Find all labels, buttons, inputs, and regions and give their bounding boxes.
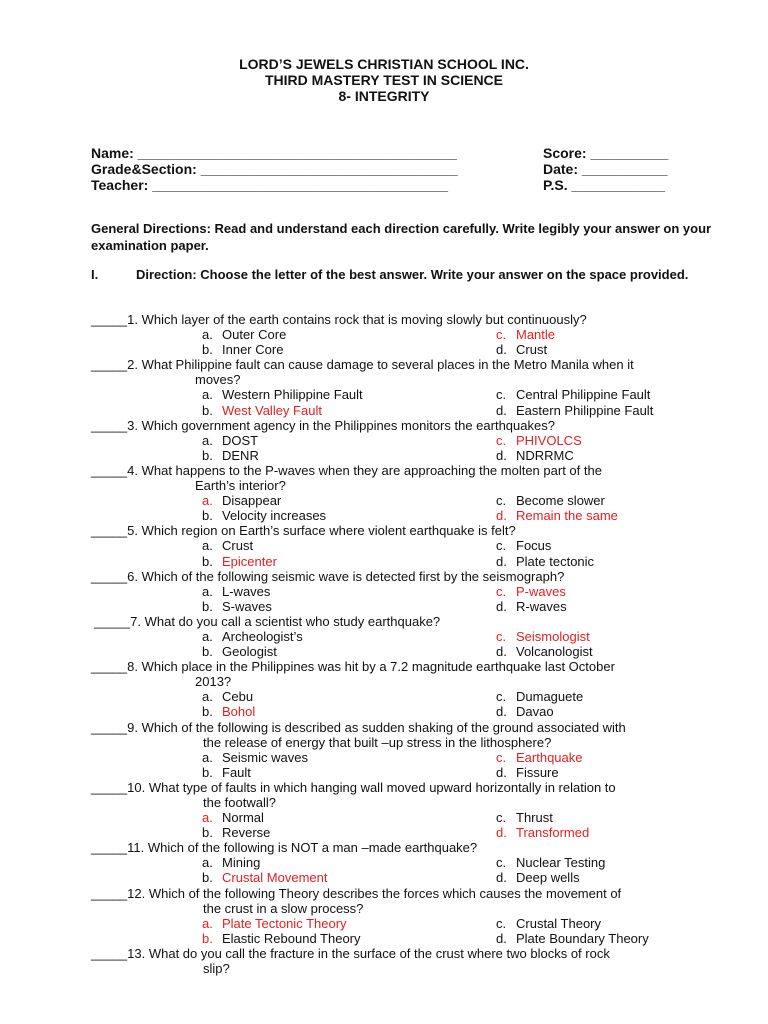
option-c: c. Thrust xyxy=(496,810,553,826)
question-text: _____7. What do you call a scientist who study earthquake? xyxy=(94,613,441,629)
question-text-continued: slip? xyxy=(203,961,230,977)
option-a: a. Archeologist’s xyxy=(202,628,303,644)
question-text-continued: the crust in a slow process? xyxy=(203,900,364,916)
question-text: _____5. Which region on Earth’s surface where violent earthquake is felt? xyxy=(91,523,516,539)
option-d: d. Crust xyxy=(496,342,548,358)
question-text: _____4. What happens to the P-waves when they are approaching the molten part of the xyxy=(91,462,602,478)
question-item xyxy=(91,780,731,840)
option-a: a. Outer Core xyxy=(202,327,287,343)
exam-header xyxy=(0,56,768,104)
question-text: _____2. What Philippine fault can cause damage to several places in the Metro Manila when it xyxy=(91,357,634,373)
option-a: a. L-waves xyxy=(202,583,271,599)
option-b: b. Velocity increases xyxy=(202,508,327,524)
grade-section-field: Grade&Section: _________________________________ xyxy=(91,161,458,177)
option-c-answer: c. PHIVOLCS xyxy=(496,432,582,448)
question-item xyxy=(91,659,731,719)
question-item xyxy=(91,886,731,946)
question-text-continued: moves? xyxy=(195,372,241,388)
question-item xyxy=(91,357,731,417)
option-a: a. DOST xyxy=(202,432,259,448)
question-item xyxy=(91,418,731,463)
option-a-marked: a. Normal xyxy=(202,810,264,826)
question-text: _____11. Which of the following is NOT a man –made earthquake? xyxy=(91,840,478,856)
question-item xyxy=(91,946,731,976)
question-text: _____8. Which place in the Philippines was hit by a 7.2 magnitude earthquake last October xyxy=(91,659,615,675)
test-title: THIRD MASTERY TEST IN SCIENCE xyxy=(264,72,504,88)
student-info xyxy=(91,145,711,193)
option-b: b. DENR xyxy=(202,447,259,463)
option-c-answer: c. Mantle xyxy=(496,327,556,343)
option-a: a. Mining xyxy=(202,855,261,871)
option-d: d. Fissure xyxy=(496,764,559,780)
question-text: _____3. Which government agency in the Philippines monitors the earthquakes? xyxy=(91,417,555,433)
question-text-continued: 2013? xyxy=(195,674,232,690)
question-item xyxy=(91,312,731,357)
name-field: Name: _________________________________________ xyxy=(91,145,457,161)
option-d: d. Deep wells xyxy=(496,870,580,886)
option-d: d. Volcanologist xyxy=(496,644,593,660)
question-item xyxy=(91,614,731,659)
question-item xyxy=(91,463,731,523)
question-text-continued: the release of energy that built –up stress in the lithosphere? xyxy=(203,734,552,750)
question-list xyxy=(91,312,731,976)
option-c-answer: c. Seismologist xyxy=(496,628,590,644)
question-text: _____12. Which of the following Theory describes the forces which causes the movement of xyxy=(91,885,622,901)
option-a: a. Seismic waves xyxy=(202,749,308,765)
school-name: LORD’S JEWELS CHRISTIAN SCHOOL INC. xyxy=(239,56,529,72)
option-d: d. NDRRMC xyxy=(496,447,574,463)
question-text: _____9. Which of the following is described as sudden shaking of the ground associated with xyxy=(91,719,626,735)
option-c: c. Become slower xyxy=(496,493,605,509)
score-field: Score: __________ xyxy=(543,145,669,161)
option-b: b. Geologist xyxy=(202,644,277,660)
option-c: c. Dumaguete xyxy=(496,689,584,705)
question-text-continued: Earth’s interior? xyxy=(195,478,286,494)
option-c-answer: c. Earthquake xyxy=(496,749,583,765)
option-c-answer: c. P-waves xyxy=(496,583,566,599)
option-a-marked: a. Disappear xyxy=(202,493,282,509)
option-b: b. S-waves xyxy=(202,598,272,614)
general-directions: General Directions: Read and understand each direction carefully. Write legibly your answer on your examination paper. xyxy=(91,221,712,253)
option-b-answer: b. West Valley Fault xyxy=(202,402,322,418)
option-b: b. Fault xyxy=(202,764,251,780)
option-b-marked: b. Elastic Rebound Theory xyxy=(202,930,361,946)
question-item xyxy=(91,840,731,885)
option-d-answer: d. Remain the same xyxy=(496,508,618,524)
option-c: c. Crustal Theory xyxy=(496,915,602,931)
date-field: Date: ___________ xyxy=(543,161,668,177)
option-a: a. Crust xyxy=(202,538,254,554)
question-text: _____13. What do you call the fracture in the surface of the crust where two blocks of rock xyxy=(91,945,610,961)
part-number: I. xyxy=(91,267,99,282)
option-a: a. Cebu xyxy=(202,689,254,705)
question-item xyxy=(91,569,731,614)
option-d: d. Eastern Philippine Fault xyxy=(496,402,654,418)
option-d: d. Davao xyxy=(496,704,554,720)
option-b-answer: b. Epicenter xyxy=(202,553,277,569)
option-b: b. Inner Core xyxy=(202,342,284,358)
option-d: d. R-waves xyxy=(496,598,567,614)
teacher-field: Teacher: ______________________________________ xyxy=(91,177,449,193)
direction-text: Direction: Choose the letter of the best answer. Write your answer on the space provided. xyxy=(136,267,689,282)
option-d: d. Plate Boundary Theory xyxy=(496,930,649,946)
option-b: b. Reverse xyxy=(202,825,271,841)
option-d: d. Plate tectonic xyxy=(496,553,595,569)
option-b-answer: b. Bohol xyxy=(202,704,256,720)
option-a-answer: a. Plate Tectonic Theory xyxy=(202,915,347,931)
question-text: _____1. Which layer of the earth contains rock that is moving slowly but continuously? xyxy=(91,312,587,327)
question-item xyxy=(91,720,731,780)
class-section: 8- INTEGRITY xyxy=(338,88,430,104)
option-c: c. Central Philippine Fault xyxy=(496,387,651,403)
option-c: c. Nuclear Testing xyxy=(496,855,606,871)
option-b-answer: b. Crustal Movement xyxy=(202,870,328,886)
question-text-continued: the footwall? xyxy=(203,795,276,810)
question-text: _____6. Which of the following seismic wave is detected first by the seismograph? xyxy=(91,568,565,584)
option-a: a. Western Philippine Fault xyxy=(202,387,363,403)
question-text: _____10. What type of faults in which hanging wall moved upward horizontally in relation to xyxy=(91,779,616,795)
option-c: c. Focus xyxy=(496,538,552,554)
option-d-answer: d. Transformed xyxy=(496,825,590,841)
question-item xyxy=(91,523,731,568)
ps-field: P.S. ____________ xyxy=(543,177,665,193)
